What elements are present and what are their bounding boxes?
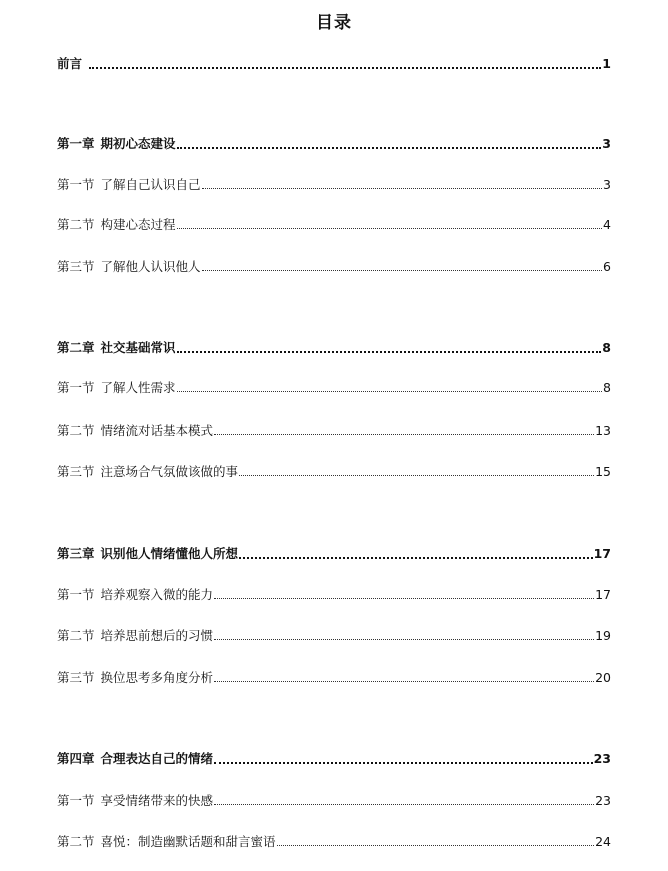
- toc-entry-label: [57, 751, 213, 767]
- toc-entry-number: 第三节: [57, 670, 95, 685]
- toc-entry-number: 第一节: [57, 793, 95, 808]
- toc-entry-number: 第四章: [57, 751, 95, 766]
- toc-entry-title: 了解人性需求: [100, 380, 176, 395]
- toc-entry-title: 构建心态过程: [100, 217, 176, 232]
- toc-entry-number: 第二节: [57, 423, 95, 438]
- toc-entry-title: 换位思考多角度分析: [100, 670, 214, 685]
- toc-chapter-entry[interactable]: [57, 546, 611, 562]
- toc-page-number: 24: [595, 834, 611, 849]
- toc-page-number: 8: [603, 380, 611, 395]
- toc-chapter-entry[interactable]: [57, 340, 611, 356]
- toc-entry-label: [57, 587, 213, 603]
- dot-leader: [177, 351, 602, 353]
- toc-entry-number: 第三章: [57, 546, 95, 561]
- dot-leader: [177, 391, 603, 392]
- toc-title: 目录: [316, 13, 352, 33]
- toc-entry-title: 社交基础常识: [100, 340, 176, 355]
- toc-entry-label: [57, 464, 238, 480]
- toc-entry-title: 情绪流对话基本模式: [100, 423, 214, 438]
- dot-leader: [277, 845, 595, 846]
- toc-section-entry[interactable]: [57, 793, 611, 809]
- toc-section-entry[interactable]: [57, 217, 611, 233]
- toc-entry-title: 培养思前想后的习惯: [100, 628, 214, 643]
- toc-entry-label: [57, 217, 176, 233]
- toc-section-entry[interactable]: [57, 464, 611, 480]
- toc-chapter-entry[interactable]: [57, 56, 611, 72]
- toc-entry-number: 第一章: [57, 136, 95, 151]
- toc-section-entry[interactable]: [57, 834, 611, 850]
- toc-page-number: 20: [595, 670, 611, 685]
- toc-entry-label: [57, 423, 213, 439]
- dot-leader: [177, 228, 603, 229]
- toc-page-number: 4: [603, 217, 611, 232]
- toc-entry-number: 第二节: [57, 628, 95, 643]
- toc-page-number: 17: [595, 587, 611, 602]
- toc-section-entry[interactable]: [57, 628, 611, 644]
- toc-section-entry[interactable]: [57, 259, 611, 275]
- toc-section-entry[interactable]: [57, 380, 611, 396]
- toc-section-entry[interactable]: [57, 177, 611, 193]
- toc-entry-title: 喜悦：制造幽默话题和甜言蜜语: [100, 834, 276, 849]
- toc-page-number: 13: [595, 423, 611, 438]
- toc-entry-number: 前言: [57, 56, 83, 71]
- toc-entry-label: [57, 259, 201, 275]
- dot-leader: [202, 188, 603, 189]
- toc-page-number: 6: [603, 259, 611, 274]
- toc-entry-label: [57, 340, 176, 356]
- dot-leader: [89, 67, 601, 69]
- dot-leader: [214, 762, 593, 764]
- dot-leader: [214, 434, 594, 435]
- toc-entry-number: 第二节: [57, 217, 95, 232]
- toc-page-number: 15: [595, 464, 611, 479]
- toc-entry-label: [57, 834, 276, 850]
- toc-entry-title: 了解自己认识自己: [100, 177, 201, 192]
- toc-chapter-entry[interactable]: [57, 136, 611, 152]
- toc-page-number: 19: [595, 628, 611, 643]
- toc-entry-title: 注意场合气氛做该做的事: [100, 464, 239, 479]
- toc-entry-label: [57, 793, 213, 809]
- toc-entry-title: 培养观察入微的能力: [100, 587, 214, 602]
- toc-entry-title: 了解他人认识他人: [100, 259, 201, 274]
- toc-entry-label: [57, 136, 176, 152]
- dot-leader: [214, 681, 594, 682]
- dot-leader: [177, 147, 602, 149]
- dot-leader: [214, 639, 594, 640]
- toc-entry-number: 第一节: [57, 380, 95, 395]
- toc-entry-number: 第一节: [57, 177, 95, 192]
- toc-entry-title: 合理表达自己的情绪: [100, 751, 214, 766]
- toc-section-entry[interactable]: [57, 587, 611, 603]
- toc-page-number: 3: [603, 177, 611, 192]
- toc-entry-number: 第二节: [57, 834, 95, 849]
- toc-page-number: 8: [602, 340, 611, 355]
- toc-page-number: 17: [593, 546, 611, 561]
- toc-entry-number: 第三节: [57, 259, 95, 274]
- toc-entry-number: 第二章: [57, 340, 95, 355]
- toc-page-number: 3: [602, 136, 611, 151]
- toc-section-entry[interactable]: [57, 423, 611, 439]
- dot-leader: [239, 557, 593, 559]
- toc-page-number: 23: [595, 793, 611, 808]
- dot-leader: [239, 475, 594, 476]
- toc-entry-label: [57, 628, 213, 644]
- toc-entry-label: [57, 380, 176, 396]
- toc-chapter-entry[interactable]: [57, 751, 611, 767]
- toc-section-entry[interactable]: [57, 670, 611, 686]
- toc-entry-label: [57, 546, 238, 562]
- dot-leader: [214, 598, 594, 599]
- toc-entry-number: 第三节: [57, 464, 95, 479]
- toc-entry-label: [57, 177, 201, 193]
- toc-entry-title: 享受情绪带来的快感: [100, 793, 214, 808]
- dot-leader: [202, 270, 603, 271]
- toc-page-number: 1: [602, 56, 611, 71]
- toc-entry-label: [57, 56, 88, 72]
- toc-entry-label: [57, 670, 213, 686]
- toc-entry-number: 第一节: [57, 587, 95, 602]
- toc-entry-title: 期初心态建设: [100, 136, 176, 151]
- toc-entry-title: 识别他人情绪懂他人所想: [100, 546, 239, 561]
- toc-page-number: 23: [593, 751, 611, 766]
- dot-leader: [214, 804, 594, 805]
